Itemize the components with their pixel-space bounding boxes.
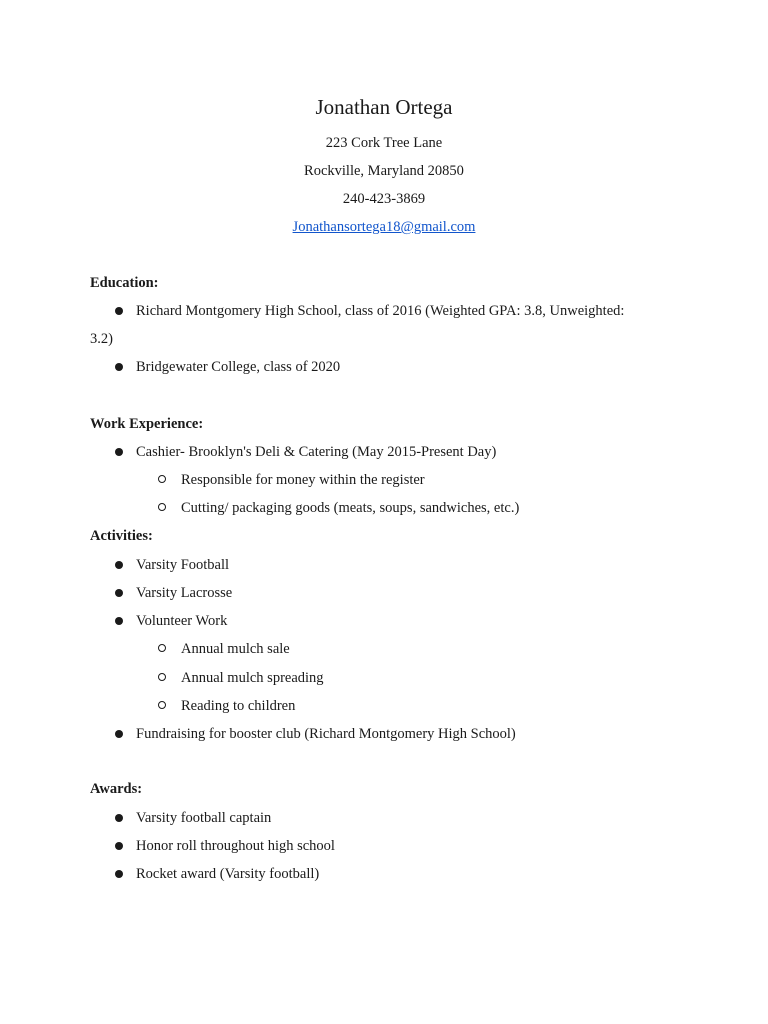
work-item-1-sub-2: Cutting/ packaging goods (meats, soups, sandwiches, etc.) — [181, 500, 520, 516]
bullet-icon — [115, 842, 123, 850]
education-heading: Education: — [90, 275, 159, 291]
education-item-1-continued: 3.2) — [90, 331, 113, 347]
work-item-1: Cashier- Brooklyn's Deli & Catering (May 2015-Present Day) — [136, 444, 497, 460]
bullet-icon — [115, 307, 123, 315]
education-item-1: Richard Montgomery High School, class of 2016 (Weighted GPA: 3.8, Unweighted: — [136, 303, 625, 319]
awards-heading: Awards: — [90, 781, 143, 797]
activity-item-3: Volunteer Work — [136, 613, 228, 629]
bullet-icon — [115, 589, 123, 597]
bullet-icon — [115, 814, 123, 822]
activity-item-2: Varsity Lacrosse — [136, 585, 233, 601]
bullet-icon — [115, 870, 123, 878]
activity-item-1: Varsity Football — [136, 557, 230, 573]
education-item-2: Bridgewater College, class of 2020 — [136, 359, 341, 375]
bullet-icon — [115, 448, 123, 456]
activity-item-3-sub-3: Reading to children — [181, 698, 296, 714]
activities-heading: Activities: — [90, 528, 153, 544]
activity-item-4: Fundraising for booster club (Richard Montgomery High School) — [136, 726, 516, 742]
address-line-1: 223 Cork Tree Lane — [325, 135, 443, 151]
activity-item-3-sub-1: Annual mulch sale — [181, 641, 290, 657]
sub-bullet-icon — [158, 475, 166, 483]
work-item-1-sub-1: Responsible for money within the register — [181, 472, 425, 488]
bullet-icon — [115, 617, 123, 625]
phone-number: 240-423-3869 — [342, 191, 426, 207]
resume-name: Jonathan Ortega — [315, 95, 453, 119]
email-link[interactable]: Jonathansortega18@gmail.com — [292, 219, 476, 235]
sub-bullet-icon — [158, 503, 166, 511]
bullet-icon — [115, 730, 123, 738]
award-item-2: Honor roll throughout high school — [136, 838, 335, 854]
bullet-icon — [115, 561, 123, 569]
email-container — [0, 216, 768, 238]
award-item-1: Varsity football captain — [136, 810, 272, 826]
bullet-icon — [115, 363, 123, 371]
work-experience-heading: Work Experience: — [90, 416, 204, 432]
sub-bullet-icon — [158, 644, 166, 652]
sub-bullet-icon — [158, 673, 166, 681]
activity-item-3-sub-2: Annual mulch spreading — [181, 670, 324, 686]
address-line-2: Rockville, Maryland 20850 — [304, 163, 464, 179]
award-item-3: Rocket award (Varsity football) — [136, 866, 320, 882]
sub-bullet-icon — [158, 701, 166, 709]
